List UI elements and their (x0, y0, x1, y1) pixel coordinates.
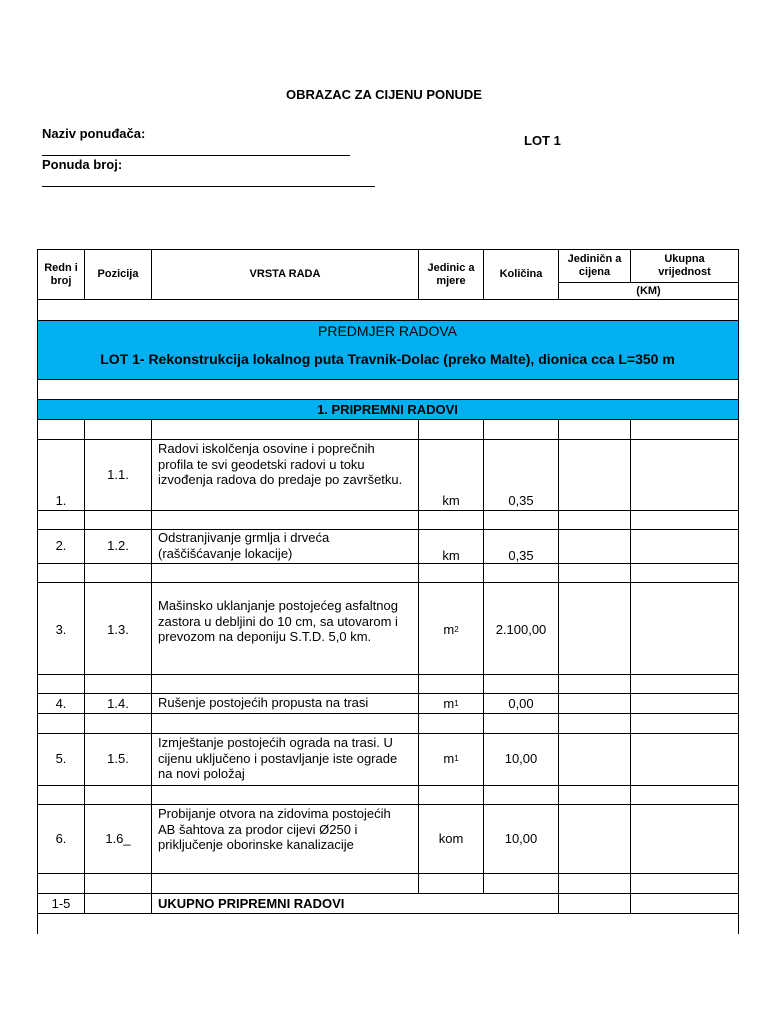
row-number: 5. (55, 750, 67, 766)
header-pozicija: Pozicija (97, 268, 139, 280)
header-kolicina: Količina (499, 268, 543, 280)
total-range: 1-5 (51, 895, 71, 911)
row-quantity: 2.100,00 (495, 621, 547, 637)
row-unit: m 2 (443, 621, 459, 637)
row-position: 1.4. (107, 695, 129, 711)
row-description: Mašinsko uklanjanje postojećeg asfaltnog zastora u debljini do 10 cm, sa utovarom i prevozom na deponiju S.T.D. 5,0 km. (158, 598, 398, 644)
offer-number-line[interactable] (42, 186, 375, 187)
row-quantity: 0,00 (508, 695, 534, 711)
row-unit: kom (438, 830, 464, 846)
row-description: Probijanje otvora na zidovima postojećih AB šahtova za prodor cijevi Ø250 i priključenje oborinske kanalizacije (158, 806, 391, 852)
header-vrsta-rada: VRSTA RADA (249, 268, 321, 280)
row-description: Radovi iskolčenja osovine i poprečnih profila te svi geodetski radovi u toku izvođenja radova do predaje po završetku. (158, 441, 403, 487)
header-rb: Redn i broj (44, 261, 78, 287)
bidder-name-label: Naziv ponuđača: (42, 126, 146, 141)
lot-label: LOT 1 (524, 133, 561, 148)
row-description: Izmještanje postojećih ograda na trasi. U cijenu uključeno i postavljanje iste ograde na novi položaj (158, 735, 398, 781)
row-quantity: 10,00 (504, 750, 538, 766)
row-position: 1.6_ (105, 830, 131, 846)
row-position: 1.3. (107, 621, 129, 637)
row-quantity: 10,00 (504, 830, 538, 846)
form-title: OBRAZAC ZA CIJENU PONUDE (286, 87, 482, 102)
offer-number-label: Ponuda broj: (42, 157, 123, 172)
row-unit: m 1 (443, 750, 459, 766)
row-unit: km (442, 547, 460, 563)
banner-subtitle: LOT 1- Rekonstrukcija lokalnog puta Travnik-Dolac (preko Malte), dionica cca L=350 m (100, 351, 675, 367)
bidder-name-line[interactable] (42, 155, 350, 156)
row-number: 3. (55, 621, 67, 637)
row-unit: km (442, 492, 460, 508)
header-ukupna-vrijednost: Ukupna vrijednost (658, 253, 711, 278)
row-description: Odstranjivanje grmlja i drveća (raščišćavanje lokacije) (158, 530, 330, 561)
header-jedinicna-cijena: Jediničn a cijena (567, 253, 622, 278)
row-position: 1.1. (107, 466, 129, 482)
row-description: Rušenje postojećih propusta na trasi (158, 695, 369, 710)
row-quantity: 0,35 (508, 492, 534, 508)
banner-title: PREDMJER RADOVA (318, 323, 457, 339)
header-jedinica-mjere: Jedinic a mjere (427, 261, 475, 287)
row-position: 1.5. (107, 750, 129, 766)
row-position: 1.2. (107, 537, 129, 553)
row-number: 2. (55, 537, 67, 553)
total-label: UKUPNO PRIPREMNI RADOVI (158, 896, 345, 911)
row-number: 1. (55, 492, 67, 508)
row-quantity: 0,35 (508, 547, 534, 563)
header-currency: (KM) (636, 284, 661, 297)
row-unit: m 1 (443, 695, 459, 711)
row-number: 4. (55, 695, 67, 711)
row-number: 6. (55, 830, 67, 846)
section-title: 1. PRIPREMNI RADOVI (317, 402, 458, 417)
